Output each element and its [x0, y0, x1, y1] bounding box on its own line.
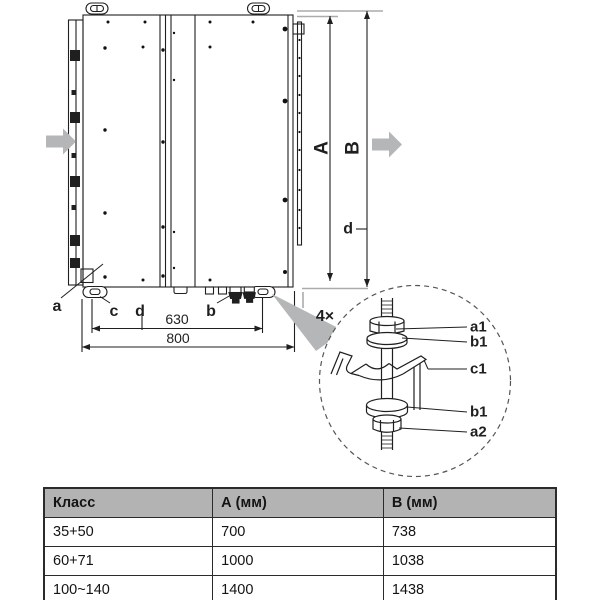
stop-valve-2	[243, 287, 255, 302]
air-in-arrow	[46, 129, 76, 155]
unit-top-view	[69, 3, 305, 303]
table-row	[44, 547, 556, 576]
cell-a: 1400	[213, 576, 384, 600]
cell-class: 35+50	[44, 518, 213, 547]
callout-label-c: c	[109, 303, 119, 320]
extension-lines	[297, 11, 383, 308]
dim-label-d-side: d	[343, 220, 353, 238]
detail-label-b1-bottom: b1	[470, 403, 488, 421]
cell-b: 738	[383, 518, 556, 547]
detail-circle	[320, 286, 511, 477]
cell-a: 1000	[213, 547, 384, 576]
table-row	[44, 518, 556, 547]
washer-b1-top	[367, 333, 407, 349]
detail-label-c1: c1	[470, 360, 487, 378]
nut-a1	[370, 317, 404, 334]
callout-label-b: b	[206, 303, 216, 320]
cell-class: 60+71	[44, 547, 213, 576]
header-b-mm: В (мм)	[383, 488, 556, 518]
dim-label-B: B	[342, 141, 364, 155]
air-out-arrow	[372, 132, 402, 158]
bottom-stubs	[174, 287, 227, 294]
lifting-hook-left	[86, 3, 108, 14]
cell-class: 100~140	[44, 576, 213, 600]
foot-left	[83, 287, 107, 298]
callout-label-a: a	[52, 298, 62, 315]
header-a-mm: А (мм)	[213, 488, 384, 518]
left-louvre-strip	[69, 20, 84, 285]
header-class: Класс	[44, 488, 213, 518]
dim-630-label: 630	[165, 311, 189, 327]
table-row	[44, 576, 556, 600]
dim-800-label: 800	[166, 330, 190, 346]
detail-label-a1: a1	[470, 318, 487, 336]
dim-label-A: A	[311, 141, 333, 155]
detail-label-b1-top: b1	[470, 333, 488, 351]
detail-label-a2: a2	[470, 423, 487, 441]
qty-label: 4×	[315, 308, 335, 325]
unit-body	[83, 15, 293, 287]
table-header-row	[44, 488, 556, 518]
lifting-hook-right	[248, 3, 270, 14]
dimension-table	[43, 487, 557, 600]
dimension-lines-vertical	[297, 11, 383, 308]
cell-a: 700	[213, 518, 384, 547]
cell-b: 1038	[383, 547, 556, 576]
callout-label-d: d	[135, 303, 145, 320]
cell-b: 1438	[383, 576, 556, 600]
nut-a2	[373, 415, 401, 432]
right-panel-strip	[293, 22, 304, 245]
